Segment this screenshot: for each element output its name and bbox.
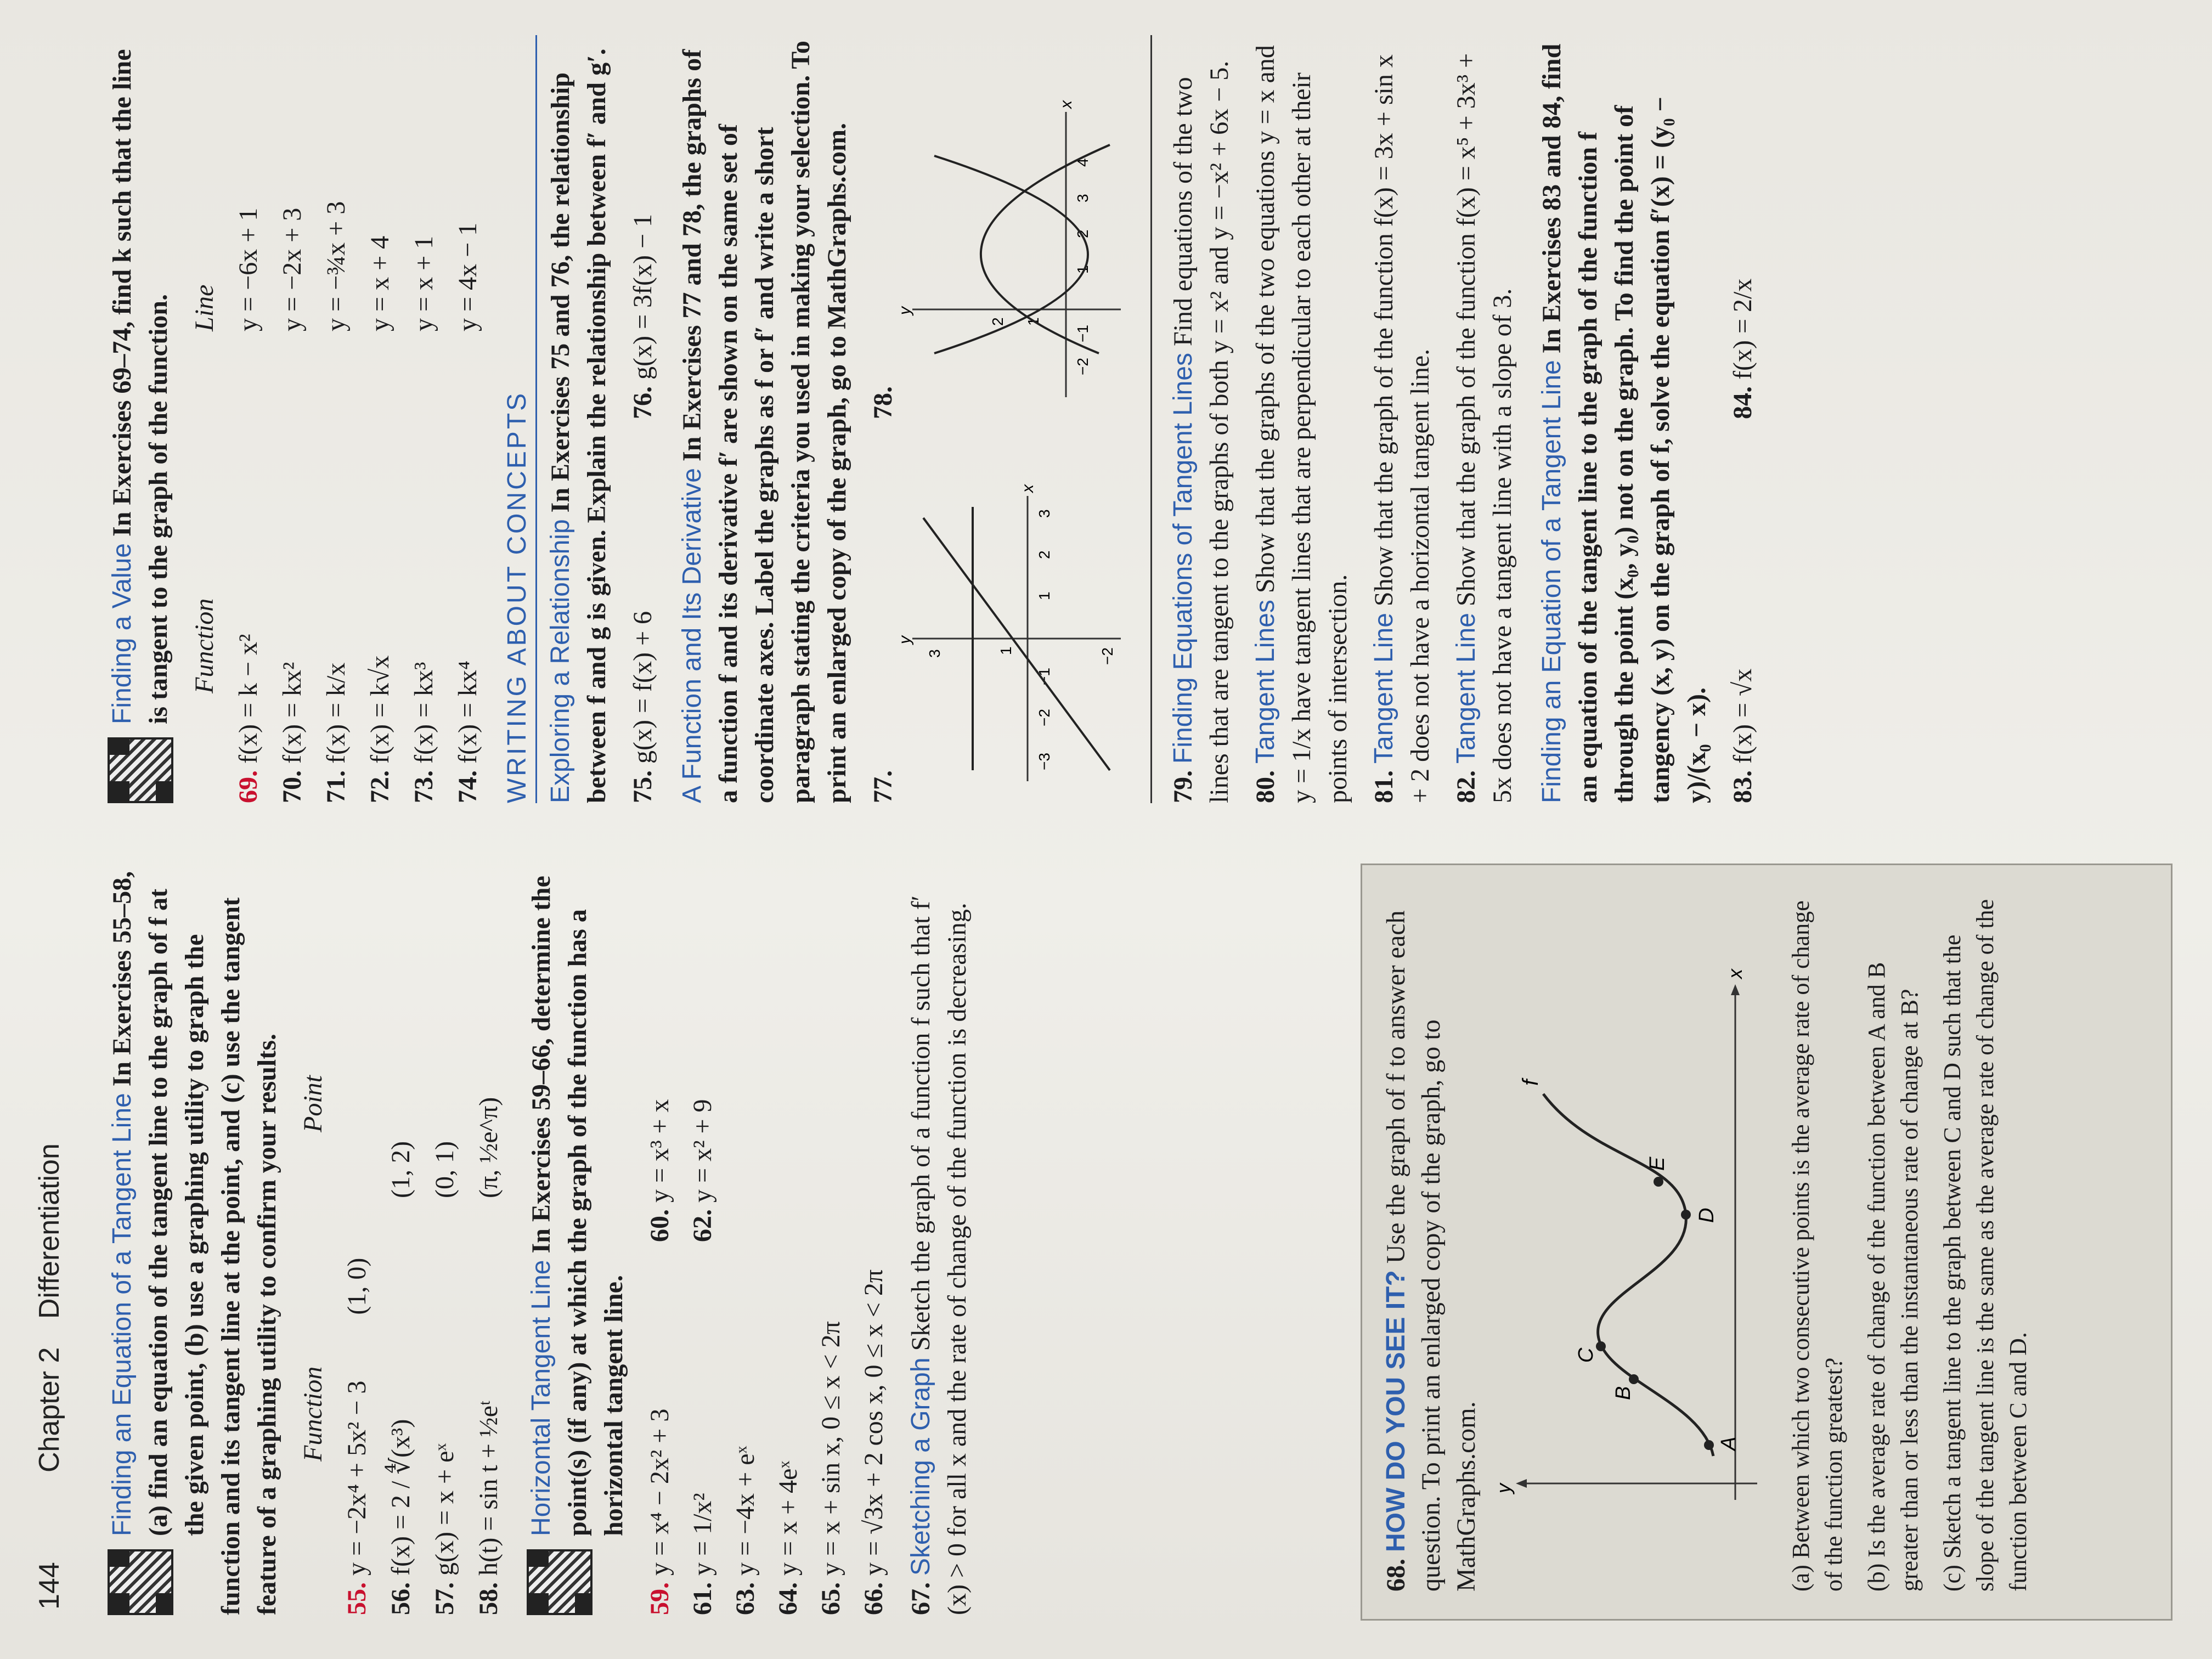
exercise-79 [1165, 35, 1238, 803]
exercise-number: 57. [430, 1582, 459, 1615]
exercise-78 [865, 68, 1142, 419]
exercise-function: f(x) = kx³ [409, 662, 438, 764]
tick-label: 1 [1074, 265, 1091, 274]
tick-label: −1 [1036, 668, 1053, 685]
how-do-you-see-it-box [1361, 864, 2172, 1621]
exercise-72 [362, 35, 398, 803]
exercise-number: 63. [731, 1582, 760, 1615]
x-axis-arrow-icon [1731, 984, 1740, 995]
exercise-line: y = x + 1 [409, 235, 438, 331]
tick-label: 3 [926, 649, 943, 658]
section-title: Finding a Value [108, 543, 137, 724]
tick-label: −2 [1074, 358, 1091, 375]
label-d: D [1695, 1207, 1718, 1223]
exercise-function: y = x + 4eˣ [774, 1460, 803, 1576]
exercise-number: 83. [1728, 770, 1757, 803]
qr-code-icon [527, 1549, 592, 1615]
function-curve [1543, 1094, 1713, 1456]
exercise-function: y = −2x⁴ + 5x² − 3 [342, 1380, 371, 1576]
graph-77 [896, 474, 1132, 803]
tick-label: 1 [1025, 317, 1042, 326]
section-title: Horizontal Tangent Line [527, 1260, 556, 1536]
exercise-64 [770, 1242, 806, 1615]
tick-label: 3 [1074, 194, 1091, 202]
wac-heading: WRITING ABOUT CONCEPTS [499, 35, 537, 803]
exercise-60 [642, 869, 678, 1242]
tick-label: 1 [1036, 591, 1053, 600]
y-axis-label: y [896, 636, 914, 644]
exercise-73 [406, 35, 442, 803]
exercise-number: 68. [1381, 1559, 1410, 1592]
exercise-function: g(x) = f(x) + 6 [628, 611, 657, 764]
function-graph [1494, 940, 1779, 1544]
y-axis-arrow-icon [1516, 1479, 1527, 1488]
exercise-number: 65. [816, 1582, 845, 1615]
exercise-point: (0, 1) [430, 1141, 459, 1198]
exercise-number: 80. [1251, 770, 1280, 803]
exercise-function: y = −4x + eˣ [731, 1446, 760, 1576]
exercise-function: y = x⁴ − 2x² + 3 [645, 1408, 674, 1576]
label-c: C [1575, 1347, 1598, 1363]
curve-label: f [1519, 1079, 1543, 1086]
exercise-69 [230, 35, 267, 803]
exercise-row [685, 869, 721, 1615]
exercise-function: h(t) = sin t + ½eᵗ [474, 1400, 503, 1576]
graph-78 [896, 90, 1132, 419]
chapter-title: Differentiation [33, 1143, 65, 1319]
exercise-row [1725, 35, 1761, 803]
exercise-63 [727, 1242, 764, 1615]
exercise-80 [1248, 35, 1356, 803]
exercise-function: g(x) = 3f(x) − 1 [628, 213, 657, 380]
section-tangent-line [104, 869, 285, 1615]
exercise-number: 78. [868, 386, 898, 419]
exercise-67 [903, 869, 975, 1615]
writing-about-concepts [499, 35, 1142, 803]
exercise-title: HOW DO YOU SEE IT? [1381, 1270, 1410, 1552]
tick-label: 4 [1074, 158, 1091, 167]
section-instructions: In Exercises 75 and 76, the relationship between f and g is given. Explain the relationship between f′ and g′. [546, 48, 611, 803]
exercise-function: y = √3x + 2 cos x, 0 ≤ x < 2π [859, 1269, 888, 1576]
exercise-57 [427, 869, 463, 1615]
exercise-62 [685, 869, 721, 1242]
exercise-function: y = x³ + x [645, 1099, 674, 1203]
section-instructions: In Exercises 59–66, determine the point(s) (if any) at which the graph of the function has a horizontal tangent line. [527, 876, 628, 1536]
exercise-row [856, 869, 892, 1615]
section-instructions: In Exercises 77 and 78, the graphs of a function f and its derivative f′ are shown on the same set of coordinate axes. Label the graphs as f or f′ and write a short paragraph stating the criteria you used in making your selection. To print an enlarged copy of the graph, go to MathGraphs.com. [678, 41, 851, 803]
exercise-row [625, 35, 661, 803]
divider [1150, 35, 1152, 803]
exercise-number: 60. [645, 1209, 674, 1242]
exercise-number: 74. [453, 770, 482, 803]
exercise-number: 67. [906, 1582, 935, 1615]
exercise-59 [642, 1242, 678, 1615]
exercise-number: 76. [628, 386, 657, 419]
exercise-number: 77. [868, 770, 898, 803]
exercise-point: (1, 0) [342, 1257, 371, 1315]
graph-curve-1 [934, 156, 1088, 353]
column-function: Function [190, 598, 219, 693]
exercise-number: 70. [278, 770, 307, 803]
exercise-row [770, 869, 806, 1615]
exercise-61 [685, 1242, 721, 1615]
exercise-65 [813, 869, 849, 1615]
exercise-line: y = −¾x + 3 [321, 201, 351, 331]
exercise-text: Show that the graph of the function f(x) = x⁵ + 3x³ + 5x does not have a tangent line with a slope of 3. [1452, 53, 1517, 803]
label-b: B [1612, 1386, 1635, 1400]
graph-row [865, 35, 1142, 803]
exercise-number: 73. [409, 770, 438, 803]
exercise-function: g(x) = x + eˣ [430, 1443, 459, 1576]
y-axis-label: y [1492, 1483, 1515, 1493]
exercise-point: (1, 2) [386, 1141, 415, 1198]
exercise-number: 58. [474, 1582, 503, 1615]
tick-label: 2 [989, 317, 1006, 326]
section-instructions: In Exercises 69–74, find k such that the line is tangent to the graph of the function. [108, 49, 173, 724]
exercise-82 [1448, 35, 1521, 803]
exercise-text: Use the graph of f to answer each question. To print an enlarged copy of the graph, go to MathGraphs.com. [1381, 910, 1481, 1592]
exercise-81 [1366, 35, 1438, 803]
column-function: Function [298, 1366, 328, 1462]
exercise-number: 81. [1369, 770, 1398, 803]
label-a: A [1717, 1436, 1740, 1451]
column-point: Point [298, 1075, 328, 1132]
label-e: E [1646, 1156, 1669, 1171]
section-tangent-line-2 [1534, 35, 1715, 803]
exercise-number: 75. [628, 770, 657, 803]
exercise-74 [450, 35, 486, 803]
exercise-function: y = 1/x² [688, 1493, 717, 1576]
point-a [1704, 1440, 1714, 1450]
exercise-function: f(x) = √x [1728, 668, 1757, 764]
exercise-function: f(x) = kx² [278, 662, 307, 764]
question-b: (b) Is the average rate of change of the function between A and B greater than or less than the instantaneous rate of change at B? [1863, 962, 1923, 1592]
tick-label: 3 [1036, 509, 1053, 518]
right-column [104, 35, 1768, 803]
tick-label: −3 [1036, 753, 1053, 770]
exercise-row [727, 869, 764, 1615]
exercise-title: Tangent Line [1369, 613, 1398, 764]
x-axis-label: x [1019, 484, 1037, 493]
exercise-function: f(x) = 2 / ∜(x³) [386, 1419, 415, 1576]
tick-label: −1 [1074, 325, 1091, 342]
x-axis-label: x [1057, 100, 1075, 109]
exercise-row [642, 869, 678, 1615]
exercise-row [813, 869, 849, 1615]
exercise-text: Show that the graphs of the two equations y = x and y = 1/x have tangent lines that are perpendicular to each other at their points of intersection. [1251, 45, 1352, 803]
exercise-83 [1725, 419, 1761, 803]
exercise-number: 82. [1452, 770, 1481, 803]
left-column [104, 869, 985, 1615]
chapter-label: Chapter 2 [33, 1347, 65, 1472]
exercise-text: Sketch the graph of a function f such that f′(x) > 0 for all x and the rate of change of the function is decreasing. [906, 895, 972, 1615]
exercise-function: f(x) = kx⁴ [453, 661, 482, 764]
section-horizontal-tangent [523, 869, 632, 1615]
exercise-title: Tangent Line [1452, 613, 1481, 764]
section-title: Finding an Equation of a Tangent Line [108, 1093, 137, 1536]
exercise-number: 61. [688, 1582, 717, 1615]
exercise-number: 62. [688, 1209, 717, 1242]
exercise-function: f(x) = k − x² [234, 634, 263, 764]
exercise-function: f(x) = k/x [321, 662, 351, 764]
exercise-76 [625, 35, 661, 419]
point-d [1681, 1210, 1691, 1220]
tick-label: −2 [1099, 647, 1116, 665]
exercise-line: y = −2x + 3 [278, 207, 307, 331]
point-e [1654, 1177, 1663, 1187]
exercise-title: Sketching a Graph [906, 1357, 935, 1576]
exercise-56 [383, 869, 419, 1615]
section-title: Finding an Equation of a Tangent Line [1537, 360, 1566, 803]
exercise-title: Finding Equations of Tangent Lines [1169, 353, 1198, 764]
point-b [1629, 1374, 1639, 1384]
exercise-line: y = x + 4 [365, 235, 394, 331]
table-header [295, 869, 331, 1462]
tick-label: 2 [1036, 550, 1053, 559]
exercise-function: y = x² + 9 [688, 1099, 717, 1203]
qr-code-icon [108, 737, 173, 803]
section-finding-value [104, 35, 177, 803]
exercise-55 [339, 869, 375, 1615]
y-axis-label: y [896, 307, 914, 315]
exercise-number: 66. [859, 1582, 888, 1615]
exercise-function: f(x) = 2/x [1728, 278, 1757, 380]
exercise-text: Show that the graph of the function f(x) = 3x + sin x + 2 does not have a horizontal tangent line. [1369, 54, 1435, 803]
question-a: (a) Between which two consecutive points is the average rate of change of the function greatest? [1787, 900, 1847, 1592]
tick-label: 1 [997, 646, 1014, 655]
qr-code-icon [108, 1549, 173, 1615]
exercise-title: Tangent Lines [1251, 600, 1280, 764]
question-c: (c) Sketch a tangent line to the graph between C and D such that the slope of the tangent line is the same as the average rate of change of the function between C and D. [1939, 899, 2032, 1592]
graph-line-1 [923, 518, 1110, 770]
exercise-66 [856, 869, 892, 1615]
column-line: Line [190, 284, 219, 331]
exercise-line: y = −6x + 1 [234, 207, 263, 331]
exercise-number: 72. [365, 770, 394, 803]
exercise-number: 55. [342, 1582, 371, 1615]
exercise-84 [1725, 35, 1761, 419]
exercise-number: 59. [645, 1582, 674, 1615]
exercise-function: f(x) = k√x [365, 655, 394, 764]
exercise-number: 69. [234, 770, 263, 803]
x-axis-label: x [1724, 969, 1746, 979]
exercise-58 [471, 869, 507, 1615]
exercise-71 [318, 35, 354, 803]
section-title: Exploring a Relationship [546, 519, 575, 803]
tick-label: −2 [1036, 709, 1053, 726]
section-instructions: In Exercises 83 and 84, find an equation of the tangent line to the graph of the function f through the point (x₀, y₀) not on the graph. To find the point of tangency (x, y) on the graph of f, solve the equation f′(x) = (y₀ − y)/(x₀ − x). [1537, 43, 1711, 803]
tick-label: 2 [1074, 229, 1091, 238]
exercise-function: y = x + sin x, 0 ≤ x < 2π [816, 1321, 845, 1576]
exercise-number: 79. [1169, 770, 1198, 803]
exercise-77 [865, 452, 1142, 803]
exercise-70 [274, 35, 311, 803]
exercise-text: Find equations of the two lines that are tangent to the graphs of both y = x² and y = −x² + 6x − 5. [1169, 60, 1234, 803]
page-number: 144 [33, 1562, 65, 1610]
exercise-75 [625, 419, 661, 803]
table-header [187, 35, 223, 693]
exercise-number: 71. [321, 770, 351, 803]
section-title: A Function and Its Derivative [678, 468, 707, 803]
exercise-line: y = 4x − 1 [453, 222, 482, 331]
exercise-number: 56. [386, 1582, 415, 1615]
exercise-number: 64. [774, 1582, 803, 1615]
exercise-number: 84. [1728, 386, 1757, 419]
exercise-point: (π, ½e^π) [474, 1097, 503, 1198]
section-instructions: In Exercises 55–58, (a) find an equation of the tangent line to the graph of f at the given point, (b) use a graphing utility to graph the function and its tangent line at the point, and (c) use the tangent feature of a graphing utility to confirm your results. [108, 871, 281, 1615]
